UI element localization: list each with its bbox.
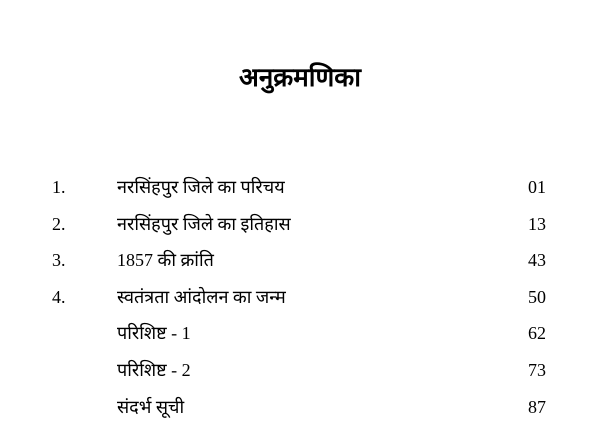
toc-entry-number: 4. (52, 286, 66, 307)
toc-entry-number: 3. (52, 250, 66, 271)
toc-entry (0, 282, 600, 319)
toc-entry (0, 392, 600, 429)
toc-entry-number: 1. (52, 177, 66, 197)
toc-entry (0, 172, 600, 209)
toc-entry (0, 355, 600, 392)
toc-entry-number: 2. (52, 213, 66, 234)
toc-entry-title: परिशिष्ट - 1 (117, 323, 191, 344)
toc-entry-page: 50 (528, 286, 546, 307)
toc-entry-page: 01 (528, 177, 546, 197)
table-of-contents (0, 172, 600, 428)
toc-entry-title: परिशिष्ट - 2 (117, 359, 191, 380)
toc-entry-page: 87 (528, 396, 546, 417)
toc-entry-page: 73 (528, 359, 546, 380)
page-title: अनुक्रमणिका (238, 63, 362, 92)
toc-entry-title: 1857 की क्रांति (117, 250, 214, 271)
toc-entry (0, 245, 600, 282)
toc-entry (0, 318, 600, 355)
toc-entry-title: नरसिंहपुर जिले का इतिहास (117, 213, 291, 234)
toc-entry-title: संदर्भ सूची (117, 396, 185, 417)
toc-entry-page: 62 (528, 323, 546, 344)
toc-entry (0, 209, 600, 246)
toc-entry-page: 13 (528, 213, 546, 234)
toc-entry-title: नरसिंहपुर जिले का परिचय (117, 177, 285, 197)
toc-entry-title: स्वतंत्रता आंदोलन का जन्म (117, 286, 286, 307)
toc-entry-page: 43 (528, 250, 546, 271)
